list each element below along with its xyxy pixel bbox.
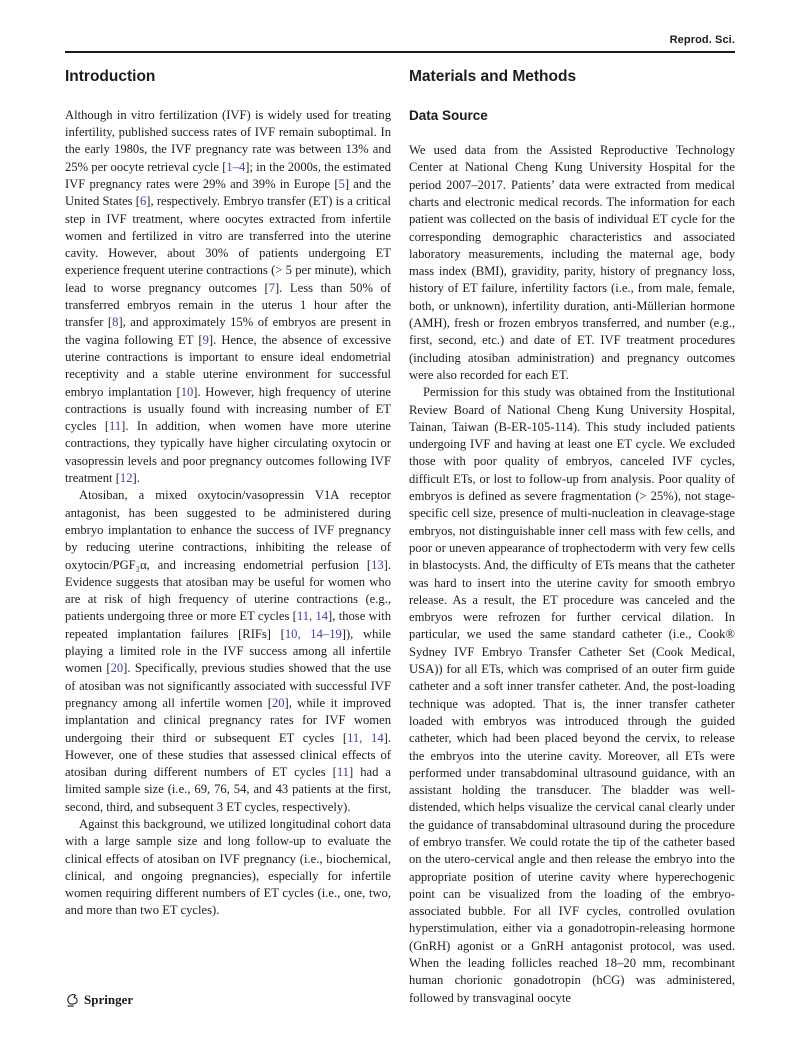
- citation-link[interactable]: 11, 14: [296, 609, 329, 624]
- introduction-section: [65, 68, 391, 1007]
- citation-link[interactable]: 11: [336, 765, 349, 780]
- springer-logo-icon: [65, 992, 80, 1008]
- methods-paragraphs: [409, 142, 735, 1007]
- paragraph: Against this background, we utilized longitudinal cohort data with a large sample size and long follow-up to evaluate the clinical effects of atosiban on IVF pregnancy (i.e., biochemical, clinical, and ongoing pregnancies), especially for infertile women requiring different numbers of ET cycles (i.e., one, two, and more than two ET cycles).: [65, 816, 391, 918]
- citation-link[interactable]: 6: [139, 194, 147, 209]
- citation-link[interactable]: 10, 14–19: [284, 626, 342, 641]
- section-heading-introduction: Introduction: [65, 68, 156, 85]
- page-header: [65, 34, 735, 53]
- citation-link[interactable]: 1–4: [226, 159, 246, 174]
- methods-section: [409, 68, 735, 1007]
- citation-link[interactable]: 11, 14: [347, 730, 384, 745]
- journal-title: Reprod. Sci.: [669, 34, 735, 46]
- citation-link[interactable]: 7: [268, 280, 275, 295]
- citation-link[interactable]: 20: [271, 695, 285, 710]
- introduction-paragraphs: [65, 107, 391, 920]
- paragraph: Atosiban, a mixed oxytocin/vasopressin V1A receptor antagonist, has been suggested to be administered during embryo implantation to enhance the success of IVF pregnancy by reducing uterine contractions, inhibiting the release of oxytocin/PGF₂α, and increasing endometrial perfusion [13]. Evidence suggests that atosiban may be useful for women who are at risk of high frequency of uterine contractions (e.g., patients undergoing three or more ET cycles [11, 14], those with repeated implantation failures [RIFs] [10, 14–19]), while playing a limited role in the IVF success among all infertile women [20]. Specifically, previous studies showed that the use of atosiban was not significantly associated with successful IVF pregnancy among all infertile women [20], while it improved implantation and clinical pregnancy rates for IVF women undergoing their third or subsequent ET cycles [11, 14]. However, one of these studies that assessed clinical effects of atosiban during different numbers of ET cycles [11] had a limited sample size (i.e., 69, 76, 54, and 43 patients at the first, second, third, and subsequent 3 ET cycles, respectively).: [65, 488, 392, 814]
- citation-link[interactable]: 11: [109, 419, 122, 434]
- publisher-footer: [65, 992, 133, 1008]
- paragraph: Permission for this study was obtained from the Institutional Review Board of National Cheng Kung University Hospital, Tainan, Taiwan (B-ER-105-114). This study included patients undergoing IVF and having at least one ET cycle. We excluded those with poor quality of embryos, canceled IVF cycles, difficult ETs, or lost to follow-up from analysis. Poor quality of embryos is defined as severe fragmentation (> 25%), not stage-specific cell size, presence of multi-nucleation in cleavage-stage embryos, not distinguishable inner cell mass with few cells, and poor or uneven appearance of trophectoderm with very few cells in blastocysts. And, the difficulty of ETs means that the catheter was hard to insert into the uterine cavity for smooth embryo release. As a result, the ET procedure was canceled and the embryos were refrozen for further cervical dilation. In particular, we used the same standard catheter (i.e., Cook® Sydney IVF Embryo Transfer Catheter Set (Cook Medical, USA)) for all ETs, which was comprised of an outer firm guide catheter and a soft inner transfer catheter. And, the post-loading technique was adopted. That is, the inner transfer catheter loaded with embryos was introduced through the guided catheter, which had been placed beyond the cervix, to release the embryos into the uterine cavity. Moreover, all ETs were performed under transabdominal ultrasound guidance, with an assistant holding the transducer. The bladder was well-distended, which helps visualize the cervical canal clearly under the guidance of transabdominal ultrasound during the procedure of embryo transfer. We could rotate the tip of the catheter based on the utero-cervical angle and then release the embryo into the appropriate position of uterine cavity where hyperechogenic point can be visualized from the loading of the embryo-associated bubble. For all IVF cycles, controlled ovulation hyperstimulation, either via a gonadotropin-releasing hormone (GnRH) agonist or a GnRH antagonist protocol, was used. When the leading follicles reached 18–20 mm, recombinant human chorionic gonadotropin (hCG) was administered, followed by transvaginal oocyte: [409, 385, 735, 1005]
- citation-link[interactable]: 5: [338, 177, 345, 191]
- paragraph: Although in vitro fertilization (IVF) is widely used for treating infertility, published success rates of IVF remain suboptimal. In the early 1980s, the IVF pregnancy rate was between 13% and 25% per oocyte retrieval cycle [1–4]; in the 2000s, the estimated IVF pregnancy rates were 29% and 39% in Europe [5] and the United States [6], respectively. Embryo transfer (ET) is a critical step in IVF treatment, where oocytes extracted from infertile women and fertilized in vitro are transferred into the uterine cavity. However, about 30% of patients undergoing ET experience frequent uterine contractions (> 5 per minute), which lead to worse pregnancy outcomes [7]. Less than 50% of transferred embryos remain in the uterus 1 hour after the transfer [8], and approximately 15% of embryos are present in the vagina following ET [9]. Hence, the absence of excessive uterine contractions is important to ensure ideal endometrial receptivity and a stable uterine environment for successful embryo implantation [10]. However, high frequency of uterine contractions is usually found with increasing number of ET cycles [11]. In addition, when women have more uterine contractions, they typically have higher circulating oxytocin or vasopressin levels and poor pregnancy outcomes following IVF treatment [12].: [65, 107, 392, 486]
- citation-link[interactable]: 9: [202, 332, 209, 347]
- citation-link[interactable]: 12: [119, 471, 133, 486]
- paragraph: We used data from the Assisted Reproductive Technology Center at National Cheng Kung University Hospital for the period 2007–2017. Patients’ data were extracted from medical charts and electronic medical records. The information for each patient was collected on the basis of individual ET cycle for the corresponding demographic characteristics and associated laboratory measurements, including the maternal age, body mass index (BMI), gravidity, parity, history of pregnancy loss, history of ET failure, infertility factors (i.e., from male, female, both, or unknown), infertility duration, anti-Müllerian hormone (AMH), fresh or frozen embryos transferred, and number (e.g., first, second, etc.) and date of ET. IVF treatment procedures (including atosiban administration) and pregnancy outcomes were also recorded for each ET.: [409, 143, 735, 382]
- citation-link[interactable]: 10: [180, 384, 194, 399]
- publisher-name: Springer: [84, 992, 134, 1007]
- citation-link[interactable]: 20: [110, 661, 124, 676]
- citation-link[interactable]: 13: [371, 557, 384, 572]
- subsection-heading-data-source: Data Source: [409, 107, 488, 123]
- two-column-body: [65, 68, 735, 1007]
- section-heading-methods: Materials and Methods: [409, 68, 577, 85]
- citation-link[interactable]: 8: [112, 315, 119, 330]
